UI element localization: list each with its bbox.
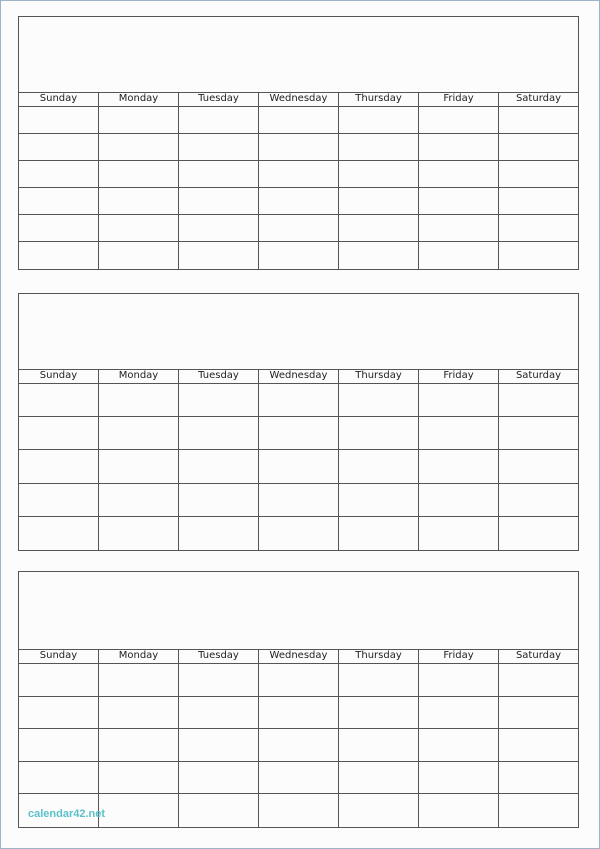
day-cell[interactable]: [259, 729, 339, 761]
watermark: calendar42.net: [28, 808, 106, 820]
day-cell[interactable]: [419, 417, 499, 449]
day-cell[interactable]: [19, 242, 99, 269]
day-cell[interactable]: [419, 134, 499, 160]
weekday-label-tuesday: Tuesday: [179, 650, 259, 663]
day-cell[interactable]: [179, 134, 259, 160]
day-cell[interactable]: [259, 384, 339, 416]
day-cell[interactable]: [99, 188, 179, 214]
day-cell[interactable]: [499, 134, 578, 160]
day-cell[interactable]: [339, 450, 419, 482]
weekday-label-saturday: Saturday: [515, 650, 562, 661]
month-title-area: [19, 572, 578, 650]
weekday-label-monday: Monday: [99, 650, 179, 663]
day-cell[interactable]: [419, 450, 499, 482]
day-cell[interactable]: [259, 450, 339, 482]
day-cell[interactable]: [99, 794, 179, 827]
day-cell[interactable]: [339, 215, 419, 241]
day-cell[interactable]: [99, 384, 179, 416]
day-cell[interactable]: [19, 729, 99, 761]
day-cell[interactable]: [99, 107, 179, 133]
week-row: [19, 188, 578, 215]
month-title-area: [19, 17, 578, 93]
day-cell[interactable]: [339, 664, 419, 696]
day-cell[interactable]: [179, 188, 259, 214]
day-cell[interactable]: [339, 134, 419, 160]
day-cell[interactable]: [419, 107, 499, 133]
day-cell[interactable]: [259, 242, 339, 269]
day-cell[interactable]: [19, 664, 99, 696]
day-cell[interactable]: [19, 484, 99, 516]
week-row: [19, 134, 578, 161]
weekday-header-row: [19, 370, 578, 384]
day-cell[interactable]: [499, 484, 578, 516]
day-cell[interactable]: [499, 517, 578, 550]
weekday-label-friday: Friday: [419, 93, 499, 106]
day-cell[interactable]: [499, 664, 578, 696]
day-cell[interactable]: [419, 161, 499, 187]
weekday-label-sunday: Sunday: [19, 93, 99, 106]
day-cell[interactable]: [19, 417, 99, 449]
weekday-label-saturday: Saturday: [515, 370, 562, 381]
day-cell[interactable]: [339, 794, 419, 827]
day-cell[interactable]: [99, 697, 179, 729]
day-cell[interactable]: [179, 794, 259, 827]
weekday-header-row: [19, 93, 578, 107]
day-cell[interactable]: [499, 762, 578, 794]
day-cell[interactable]: [259, 188, 339, 214]
weekday-label-friday: Friday: [419, 650, 499, 663]
day-cell[interactable]: [259, 762, 339, 794]
day-cell[interactable]: [259, 484, 339, 516]
day-cell[interactable]: [499, 697, 578, 729]
day-cell[interactable]: [99, 450, 179, 482]
day-cell[interactable]: [259, 664, 339, 696]
weekday-label-friday: Friday: [419, 370, 499, 383]
day-cell[interactable]: [259, 697, 339, 729]
week-row: [19, 484, 578, 517]
day-cell[interactable]: [339, 384, 419, 416]
day-cell[interactable]: [19, 107, 99, 133]
week-row: [19, 762, 578, 795]
day-cell[interactable]: [19, 762, 99, 794]
day-cell[interactable]: [19, 517, 99, 550]
weekday-label-wednesday: Wednesday: [259, 370, 339, 383]
day-cell[interactable]: [99, 417, 179, 449]
weekday-label-sunday: Sunday: [19, 650, 99, 663]
weekday-label-tuesday: Tuesday: [179, 370, 259, 383]
weekday-label-monday: Monday: [99, 93, 179, 106]
day-cell[interactable]: [179, 664, 259, 696]
weekday-label-wednesday: Wednesday: [259, 650, 339, 663]
day-cell[interactable]: [419, 242, 499, 269]
day-cell[interactable]: [419, 664, 499, 696]
weekday-label-thursday: Thursday: [339, 650, 419, 663]
day-cell[interactable]: [419, 188, 499, 214]
day-cell[interactable]: [19, 215, 99, 241]
day-cell[interactable]: [499, 107, 578, 133]
calendar-month-2: [18, 293, 579, 551]
day-cell[interactable]: [339, 188, 419, 214]
day-cell[interactable]: [419, 517, 499, 550]
week-row: [19, 417, 578, 450]
week-row: [19, 161, 578, 188]
week-row: [19, 107, 578, 134]
day-cell[interactable]: [499, 384, 578, 416]
day-cell[interactable]: [339, 762, 419, 794]
week-row: [19, 450, 578, 483]
day-cell[interactable]: [179, 242, 259, 269]
day-cell[interactable]: [499, 794, 578, 827]
day-cell[interactable]: [179, 450, 259, 482]
day-cell[interactable]: [419, 729, 499, 761]
day-cell[interactable]: [339, 107, 419, 133]
day-cell[interactable]: [259, 517, 339, 550]
day-cell[interactable]: [259, 134, 339, 160]
weekday-header-row: [19, 650, 578, 664]
day-cell[interactable]: [339, 161, 419, 187]
day-cell[interactable]: [419, 794, 499, 827]
day-cell[interactable]: [19, 450, 99, 482]
day-cell[interactable]: [179, 517, 259, 550]
day-cell[interactable]: [419, 762, 499, 794]
day-cell[interactable]: [19, 134, 99, 160]
day-cell[interactable]: [179, 697, 259, 729]
day-cell[interactable]: [19, 697, 99, 729]
calendar-month-3: [18, 571, 579, 828]
week-row: [19, 664, 578, 697]
day-cell[interactable]: [419, 697, 499, 729]
day-cell[interactable]: [179, 729, 259, 761]
week-row: [19, 242, 578, 269]
day-cell[interactable]: [339, 484, 419, 516]
day-cell[interactable]: [99, 215, 179, 241]
day-cell[interactable]: [179, 107, 259, 133]
day-cell[interactable]: [259, 107, 339, 133]
day-cell[interactable]: [339, 517, 419, 550]
day-cell[interactable]: [499, 417, 578, 449]
day-cell[interactable]: [99, 762, 179, 794]
month-title-area: [19, 294, 578, 370]
day-cell[interactable]: [99, 134, 179, 160]
week-row: [19, 697, 578, 730]
day-cell[interactable]: [99, 484, 179, 516]
day-cell[interactable]: [179, 384, 259, 416]
day-cell[interactable]: [99, 242, 179, 269]
day-cell[interactable]: [259, 215, 339, 241]
weekday-label-sunday: Sunday: [19, 370, 99, 383]
day-cell[interactable]: [499, 161, 578, 187]
week-row: [19, 384, 578, 417]
day-cell[interactable]: [339, 697, 419, 729]
weekday-label-thursday: Thursday: [339, 370, 419, 383]
day-cell[interactable]: [179, 484, 259, 516]
day-cell[interactable]: [259, 417, 339, 449]
day-cell[interactable]: [499, 450, 578, 482]
day-cell[interactable]: [179, 762, 259, 794]
day-cell[interactable]: [19, 384, 99, 416]
day-cell[interactable]: [339, 729, 419, 761]
day-cell[interactable]: [19, 161, 99, 187]
day-cell[interactable]: [499, 188, 578, 214]
calendar-month-1: [18, 16, 579, 270]
week-row: [19, 517, 578, 550]
weekday-label-saturday: Saturday: [515, 93, 562, 104]
weekday-label-thursday: Thursday: [339, 93, 419, 106]
day-cell[interactable]: [499, 729, 578, 761]
week-row: [19, 729, 578, 762]
week-row: [19, 215, 578, 242]
day-cell[interactable]: [99, 517, 179, 550]
day-cell[interactable]: [99, 161, 179, 187]
day-cell[interactable]: [179, 215, 259, 241]
weekday-label-tuesday: Tuesday: [179, 93, 259, 106]
weekday-label-wednesday: Wednesday: [259, 93, 339, 106]
day-cell[interactable]: [499, 242, 578, 269]
day-cell[interactable]: [339, 242, 419, 269]
day-cell[interactable]: [99, 664, 179, 696]
day-cell[interactable]: [499, 215, 578, 241]
day-cell[interactable]: [419, 215, 499, 241]
weekday-label-monday: Monday: [99, 370, 179, 383]
day-cell[interactable]: [19, 188, 99, 214]
day-cell[interactable]: [259, 794, 339, 827]
day-cell[interactable]: [339, 417, 419, 449]
day-cell[interactable]: [99, 729, 179, 761]
day-cell[interactable]: [419, 384, 499, 416]
day-cell[interactable]: [179, 161, 259, 187]
day-cell[interactable]: [419, 484, 499, 516]
day-cell[interactable]: [259, 161, 339, 187]
day-cell[interactable]: [179, 417, 259, 449]
